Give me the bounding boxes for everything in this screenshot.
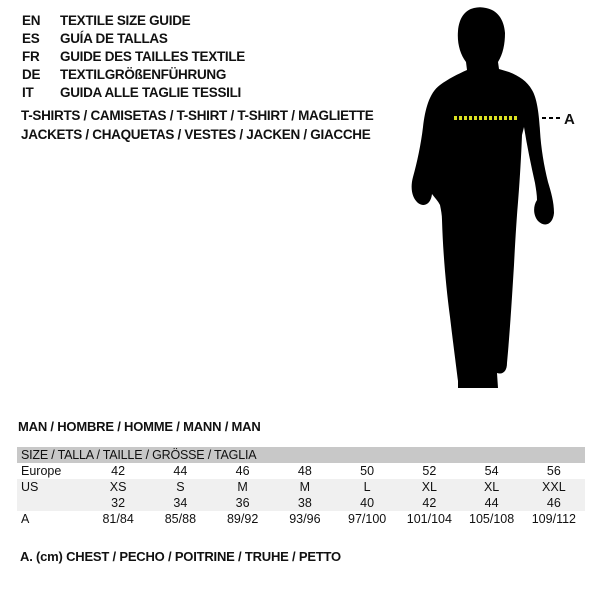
row-label: US [21, 480, 39, 494]
size-value: 54 [484, 464, 499, 478]
size-value: 48 [297, 464, 312, 478]
size-value: 56 [546, 464, 561, 478]
list-item [22, 30, 245, 48]
size-value: 46 [235, 464, 250, 478]
size-value: 40 [360, 496, 375, 510]
list-item [22, 48, 245, 66]
size-value: 93/96 [289, 512, 321, 526]
size-value: 101/104 [406, 512, 452, 526]
size-value: 85/88 [164, 512, 197, 526]
garment-categories [21, 106, 373, 144]
size-value: XL [421, 480, 438, 494]
table-row-us-letters [17, 479, 585, 495]
language-code: EN [22, 13, 41, 28]
language-title: GUÍA DE TALLAS [60, 31, 168, 46]
table-row-us-numbers [17, 495, 585, 511]
size-value: XXL [542, 480, 566, 494]
size-value: XS [109, 480, 127, 494]
size-value: 89/92 [226, 512, 259, 526]
category-jackets: JACKETS / CHAQUETAS / VESTES / JACKEN / GIACCHE [21, 127, 371, 142]
table-row-chest-cm [17, 511, 585, 527]
list-item [22, 12, 245, 30]
size-value: 42 [111, 464, 126, 478]
size-value: 105/108 [469, 512, 515, 526]
size-table [17, 447, 585, 527]
language-title: TEXTILGRÖßENFÜHRUNG [60, 67, 227, 82]
size-value: 36 [235, 496, 250, 510]
language-code: FR [22, 49, 40, 64]
size-value: S [176, 480, 185, 494]
section-title-man: MAN / HOMBRE / HOMME / MANN / MAN [18, 419, 261, 434]
language-title: TEXTILE SIZE GUIDE [60, 13, 191, 28]
size-value: 52 [422, 464, 437, 478]
language-title: GUIDE DES TAILLES TEXTILE [60, 49, 246, 64]
language-guide-list [22, 12, 245, 102]
language-code: DE [22, 67, 41, 82]
row-label [17, 495, 87, 511]
size-value: M [237, 480, 248, 494]
size-value: 109/112 [531, 512, 576, 526]
measurement-footnote: A. (cm) CHEST / PECHO / POITRINE / TRUHE / PETTO [20, 549, 341, 564]
size-value: 42 [422, 496, 437, 510]
category-tshirts: T-SHIRTS / CAMISETAS / T-SHIRT / T-SHIRT / MAGLIETTE [21, 108, 374, 123]
language-code: ES [22, 31, 40, 46]
measure-label-a: A [564, 111, 575, 128]
size-value: M [299, 480, 311, 494]
size-value: 32 [111, 496, 126, 510]
table-row-europe [17, 463, 585, 479]
size-value: 50 [360, 464, 375, 478]
language-code: IT [22, 85, 34, 100]
row-label: Europe [21, 464, 62, 478]
man-silhouette-figure [402, 7, 597, 392]
row-label: A [21, 512, 30, 526]
size-table-header: SIZE / TALLA / TAILLE / GRÖSSE / TAGLIA [17, 447, 585, 463]
list-item [22, 84, 245, 102]
size-value: 34 [173, 496, 188, 510]
list-item [22, 66, 245, 84]
man-silhouette-graphic [402, 7, 597, 392]
size-value: XL [483, 480, 500, 494]
size-value: 46 [546, 496, 561, 510]
size-value: 81/84 [102, 512, 134, 526]
size-value: L [363, 480, 371, 494]
language-title: GUIDA ALLE TAGLIE TESSILI [60, 85, 241, 100]
size-value: 44 [173, 464, 188, 478]
size-value: 38 [297, 496, 312, 510]
man-silhouette-shape [412, 7, 554, 388]
size-value: 97/100 [348, 512, 387, 526]
size-value: 44 [484, 496, 499, 510]
